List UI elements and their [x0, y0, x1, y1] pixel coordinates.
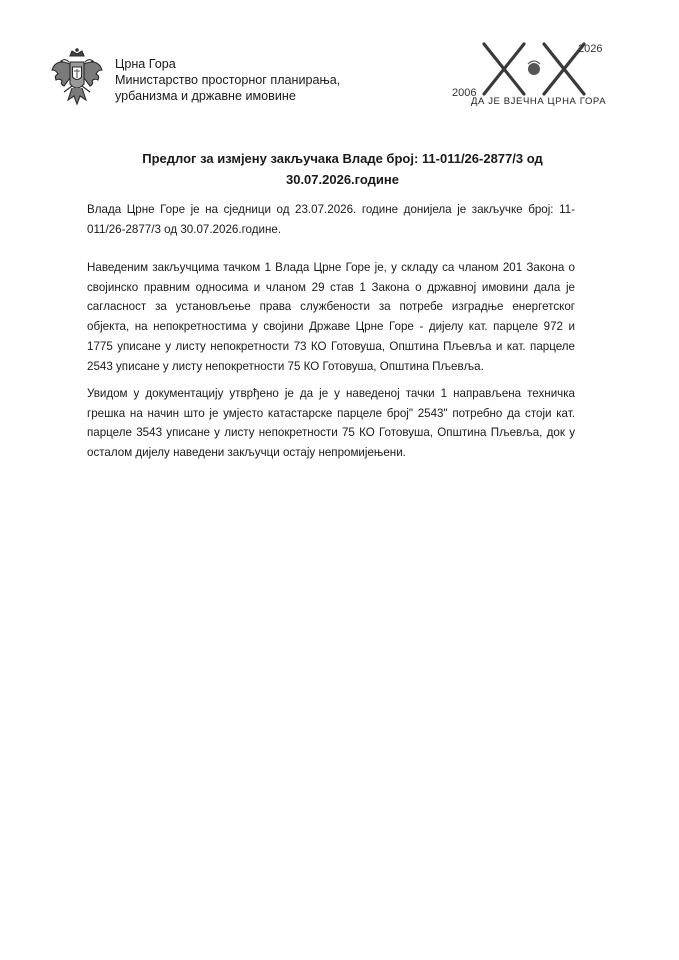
- paragraph-line: 2543 уписане у листу непокретности 75 КО Готовуша, Општина Пљевља.: [87, 359, 484, 373]
- ministry-name-line-1: Министарство просторног планирања,: [115, 73, 341, 87]
- paragraph-session: [87, 200, 575, 239]
- jubilee-year-right: 2026: [578, 43, 603, 55]
- title-line: Предлог за измјену закључака Владе број: 11-011/26-2877/3 од: [142, 151, 543, 166]
- paragraph-line: Влада Црне Горе је на сједници од 23.07.2026. године донијела је закључке број: 11-: [87, 203, 575, 216]
- paragraph-line: осталом дијелу наведени закључци остају непромијењени.: [87, 446, 406, 460]
- document-title: [95, 148, 590, 190]
- paragraph-line: објекта, на непокретностима у својини Државе Црне Горе - дијелу кат. парцеле 972 и: [87, 320, 575, 334]
- ministry-header: [115, 56, 340, 104]
- country-name: Црна Гора: [115, 57, 176, 71]
- paragraph-correction: [87, 384, 575, 463]
- jubilee-year-left: 2006: [452, 87, 477, 99]
- paragraph-line: својинско правним односима и чланом 29 став 1 Закона о државној имовини дала је: [87, 280, 575, 294]
- title-line: 30.07.2026.године: [285, 172, 399, 187]
- jubilee-tagline: ДА ЈЕ ВЈЕЧНА ЦРНА ГОРА: [471, 96, 607, 107]
- paragraph-line: 011/26-2877/3 од 30.07.2026.године.: [87, 222, 282, 236]
- paragraph-line: парцеле 3543 уписане у листу непокретности 75 КО Готовуша, Општина Пљевља, док у: [87, 426, 575, 440]
- paragraph-line: Наведеним закључцима тачком 1 Влада Црне Горе је, у складу са чланом 201 Закона о: [87, 261, 575, 274]
- paragraph-line: Увидом у документацију утврђено је да је у наведеној тачки 1 направљена техничка: [87, 387, 575, 400]
- montenegro-coat-of-arms-icon: [50, 48, 104, 110]
- paragraph-line: грешка на начин што је умјесто катастарске парцеле број" 2543" потребно да стоји кат.: [87, 406, 575, 420]
- paragraph-line: сагласност за установљење права службености за потребе изградње енергетског: [87, 300, 575, 314]
- ministry-name-line-2: урбанизма и државне имовине: [115, 89, 296, 103]
- paragraph-conclusions: [87, 258, 575, 376]
- paragraph-line: 1775 уписане у листу непокретности 73 КО Готовуша, Општина Пљевља и кат. парцеле: [87, 339, 575, 353]
